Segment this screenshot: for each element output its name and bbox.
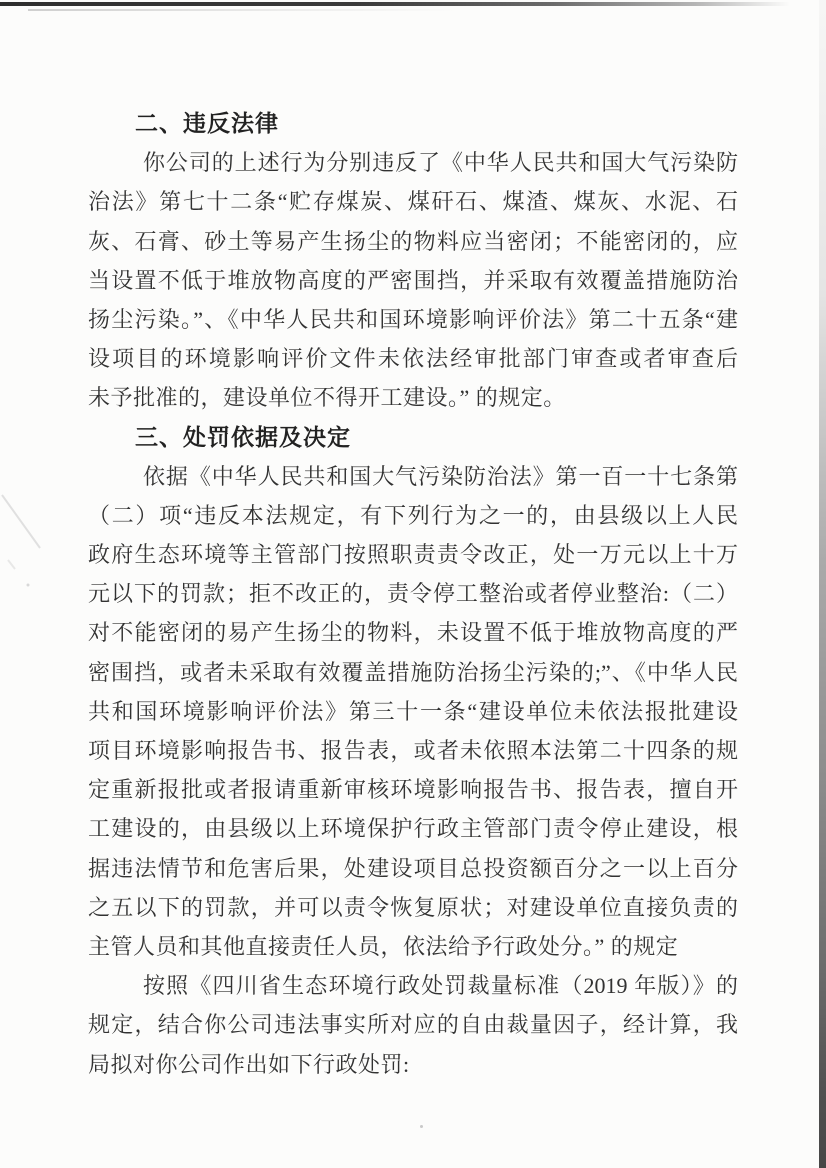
text-line: 之五以下的罚款，并可以责令恢复原状；对建设单位直接负责的 <box>88 894 738 920</box>
text-line: （二）项“违反本法规定，有下列行为之一的，由县级以上人民 <box>88 502 738 528</box>
scan-smudge-artifact <box>0 485 60 605</box>
heading-section-3-penalty-basis: 三、处罚依据及决定 <box>135 423 351 450</box>
text-line: 按照《四川省生态环境行政处罚裁量标准（2019 年版）》的 <box>143 973 738 999</box>
text-line: 元以下的罚款；拒不改正的，责令停工整治或者停业整治:（二） <box>88 581 738 607</box>
text-line: 政府生态环境等主管部门按照职责责令改正，处一万元以上十万 <box>88 542 738 568</box>
text-line: 密围挡，或者未采取有效覆盖措施防治扬尘污染的;”、《中华人民 <box>88 659 738 685</box>
text-line: 共和国环境影响评价法》第三十一条“建设单位未依法报批建设 <box>88 698 738 724</box>
text-line: 依据《中华人民共和国大气污染防治法》第一百一十七条第 <box>143 463 738 489</box>
text-line: 当设置不低于堆放物高度的严密围挡，并采取有效覆盖措施防治 <box>88 267 738 293</box>
text-line: 规定，结合你公司违法事实所对应的自由裁量因子，经计算，我 <box>88 1012 738 1038</box>
document-body <box>88 104 738 1084</box>
scan-speck-artifact <box>420 1125 423 1128</box>
scan-edge-top-artifact <box>0 2 790 6</box>
text-line: 设项目的环境影响评价文件未依法经审批部门审查或者审查后 <box>88 346 738 372</box>
text-line: 工建设的，由县级以上环境保护行政主管部门责令停止建设，根 <box>88 816 738 842</box>
scan-edge-right-artifact <box>819 0 826 1168</box>
text-line: 据违法情节和危害后果，处建设项目总投资额百分之一以上百分 <box>88 855 738 881</box>
scan-edge-top-faint-artifact <box>28 9 458 11</box>
text-line: 未予批准的，建设单位不得开工建设。” 的规定。 <box>88 385 566 411</box>
text-line: 局拟对你公司作出如下行政处罚: <box>88 1051 410 1077</box>
text-line: 项目环境影响报告书、报告表，或者未依照本法第二十四条的规 <box>88 738 738 763</box>
text-line: 灰、石膏、砂土等易产生扬尘的物料应当密闭；不能密闭的，应 <box>88 228 738 254</box>
text-line: 主管人员和其他直接责任人员，依法给予行政处分。” 的规定 <box>88 933 679 959</box>
text-line: 扬尘污染。”、《中华人民共和国环境影响评价法》第二十五条“建 <box>88 306 738 332</box>
text-line: 你公司的上述行为分别违反了《中华人民共和国大气污染防 <box>143 150 738 176</box>
heading-section-2-violated-laws: 二、违反法律 <box>135 110 279 136</box>
text-line: 定重新报批或者报请重新审核环境影响报告书、报告表，擅自开 <box>88 777 738 803</box>
text-line: 治法》第七十二条“贮存煤炭、煤矸石、煤渣、煤灰、水泥、石 <box>88 189 738 215</box>
text-line: 对不能密闭的易产生扬尘的物料，未设置不低于堆放物高度的严 <box>88 620 738 646</box>
